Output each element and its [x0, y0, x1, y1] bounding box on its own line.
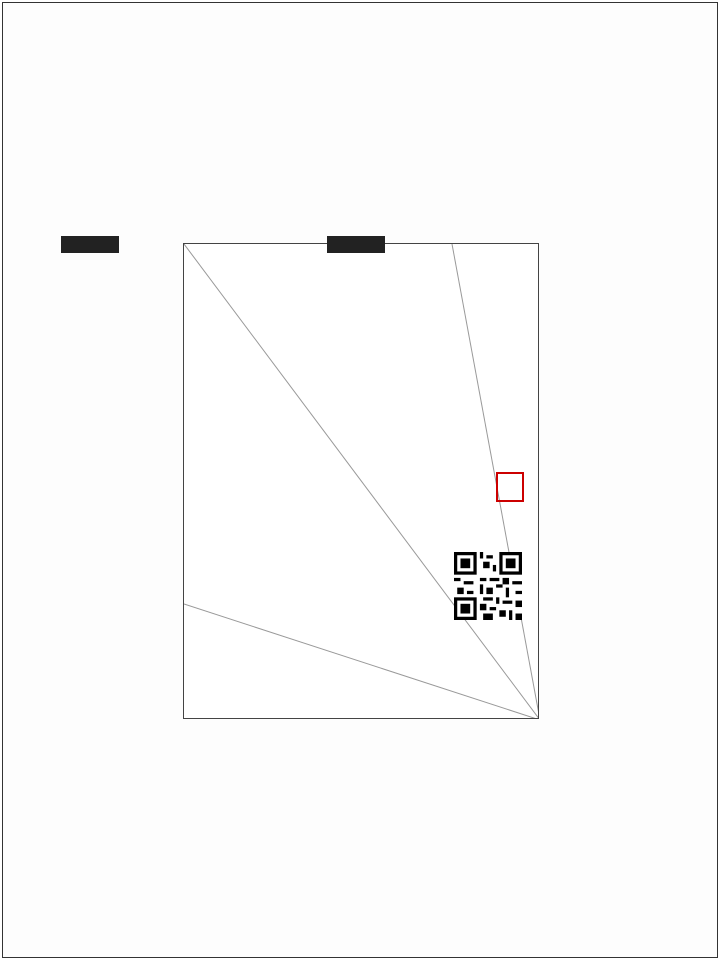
red-seal-stamp: [496, 472, 524, 502]
qr-code-icon[interactable]: [454, 552, 522, 620]
center-info-panel: [183, 243, 539, 719]
triet-tag: [61, 236, 119, 253]
tu-vi-chart: [2, 2, 718, 958]
triangle-lines: [184, 244, 539, 719]
tuan-tag: [327, 236, 385, 253]
